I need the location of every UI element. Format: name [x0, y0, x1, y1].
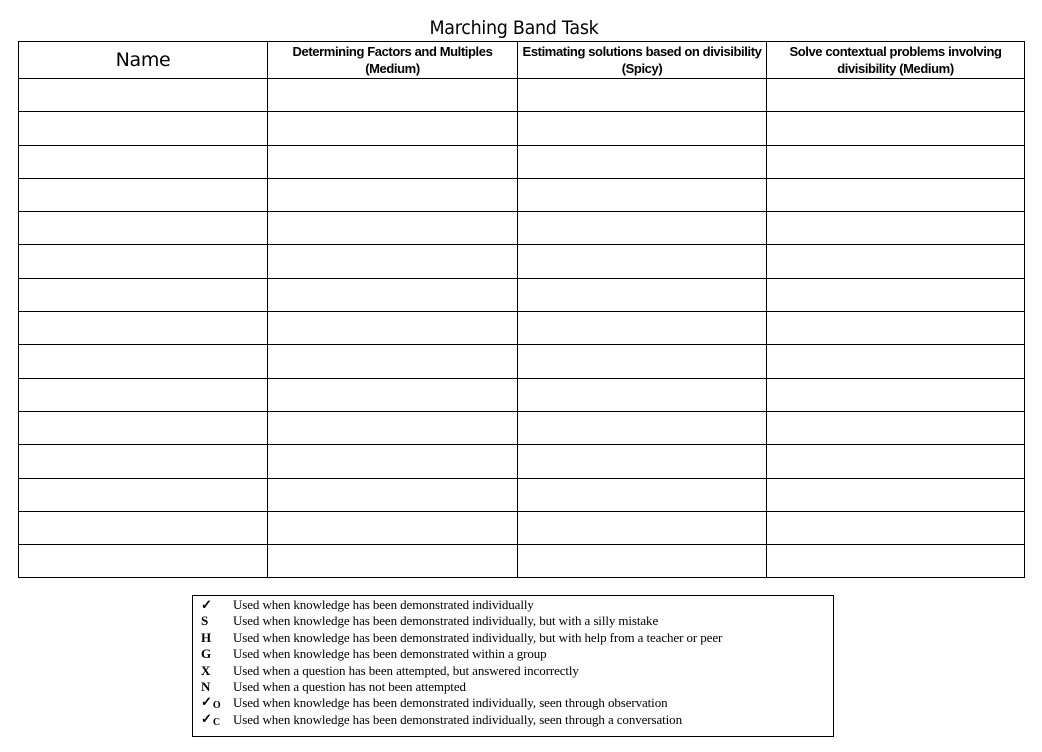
table-cell[interactable] [518, 178, 767, 211]
table-cell[interactable] [19, 145, 268, 178]
table-cell[interactable] [518, 378, 767, 411]
legend-code [193, 663, 233, 679]
table-row [19, 245, 1025, 278]
legend-description: Used when knowledge has been demonstrated individually, seen through observation [233, 695, 668, 711]
table-cell[interactable] [518, 145, 767, 178]
legend-code-symbol: ✓ [201, 694, 212, 710]
table-cell[interactable] [19, 245, 268, 278]
table-header-row [19, 42, 1025, 79]
legend-code-symbol: N [201, 678, 211, 694]
table-cell[interactable] [518, 312, 767, 345]
table-cell[interactable] [19, 112, 268, 145]
table-cell[interactable] [19, 511, 268, 544]
legend-code-symbol: G [201, 646, 212, 662]
legend-item [193, 679, 833, 695]
table-cell[interactable] [268, 178, 518, 211]
table-row [19, 278, 1025, 311]
legend-item [193, 646, 833, 662]
table-cell[interactable] [19, 178, 268, 211]
table-cell[interactable] [767, 112, 1025, 145]
table-cell[interactable] [767, 445, 1025, 478]
legend-code-subscript: C [212, 716, 221, 728]
table-cell[interactable] [767, 478, 1025, 511]
legend-code [193, 679, 233, 695]
table-cell[interactable] [518, 278, 767, 311]
legend-item [193, 712, 833, 728]
legend-code-subscript: O [212, 700, 221, 712]
table-row [19, 112, 1025, 145]
table-cell[interactable] [767, 278, 1025, 311]
table-cell[interactable] [268, 511, 518, 544]
table-cell[interactable] [19, 345, 268, 378]
legend-item [193, 663, 833, 679]
table-cell[interactable] [268, 245, 518, 278]
table-cell[interactable] [518, 478, 767, 511]
table-row [19, 378, 1025, 411]
table-cell[interactable] [268, 345, 518, 378]
page-title: Marching Band Task [429, 17, 599, 39]
checkmark-icon [193, 711, 233, 729]
checkmark-icon [193, 597, 233, 613]
legend-description: Used when knowledge has been demonstrated individually, but with a silly mistake [233, 613, 659, 629]
table-row [19, 178, 1025, 211]
legend-description: Used when a question has been attempted, but answered incorrectly [233, 662, 579, 678]
table-cell[interactable] [19, 545, 268, 578]
table-cell[interactable] [268, 212, 518, 245]
table-cell[interactable] [767, 545, 1025, 578]
table-cell[interactable] [268, 312, 518, 345]
table-cell[interactable] [767, 411, 1025, 444]
table-row [19, 79, 1025, 112]
table-cell[interactable] [767, 312, 1025, 345]
table-cell[interactable] [767, 245, 1025, 278]
table-cell[interactable] [19, 278, 268, 311]
table-cell[interactable] [19, 312, 268, 345]
table-row [19, 345, 1025, 378]
table-cell[interactable] [518, 245, 767, 278]
table-cell[interactable] [767, 511, 1025, 544]
legend-code [193, 630, 233, 646]
table-cell[interactable] [767, 178, 1025, 211]
table-cell[interactable] [268, 378, 518, 411]
legend-code-symbol: X [201, 662, 211, 678]
table-cell[interactable] [767, 79, 1025, 112]
table-cell[interactable] [767, 345, 1025, 378]
legend-item [193, 597, 833, 613]
table-cell[interactable] [518, 511, 767, 544]
table-cell[interactable] [518, 345, 767, 378]
table-cell[interactable] [518, 79, 767, 112]
table-cell[interactable] [767, 145, 1025, 178]
table-cell[interactable] [518, 212, 767, 245]
table-row [19, 312, 1025, 345]
table-cell[interactable] [518, 112, 767, 145]
table-row [19, 511, 1025, 544]
table-cell[interactable] [19, 79, 268, 112]
table-cell[interactable] [268, 478, 518, 511]
table-row [19, 145, 1025, 178]
table-cell[interactable] [268, 445, 518, 478]
table-cell[interactable] [268, 545, 518, 578]
table-row [19, 478, 1025, 511]
table-row [19, 445, 1025, 478]
table-row [19, 545, 1025, 578]
legend-item [193, 613, 833, 629]
table-cell[interactable] [19, 411, 268, 444]
legend-description: Used when a question has not been attempted [233, 678, 466, 694]
table-cell[interactable] [268, 145, 518, 178]
table-cell[interactable] [268, 112, 518, 145]
legend-code-symbol: ✓ [201, 597, 212, 612]
column-header-name: Name [19, 42, 268, 79]
column-header-estimating-divisibility: Estimating solutions based on divisibility (Spicy) [518, 42, 767, 79]
legend-code [193, 646, 233, 662]
table-cell[interactable] [518, 545, 767, 578]
legend-code-symbol: H [201, 629, 212, 645]
legend-item [193, 695, 833, 711]
table-cell[interactable] [518, 411, 767, 444]
table-cell[interactable] [19, 212, 268, 245]
column-header-contextual-problems: Solve contextual problems involving divisibility (Medium) [767, 42, 1025, 79]
table-cell[interactable] [19, 478, 268, 511]
table-cell[interactable] [268, 278, 518, 311]
table-cell[interactable] [19, 378, 268, 411]
table-cell[interactable] [767, 212, 1025, 245]
table-row [19, 212, 1025, 245]
legend-description: Used when knowledge has been demonstrated individually [233, 597, 534, 612]
table-cell[interactable] [518, 445, 767, 478]
legend-item [193, 630, 833, 646]
table-body [19, 79, 1025, 578]
assessment-table [18, 41, 1025, 578]
legend-code-symbol: ✓ [201, 710, 212, 726]
legend-description: Used when knowledge has been demonstrated individually, seen through a conversation [233, 711, 682, 727]
legend-box [192, 595, 834, 737]
table-row [19, 411, 1025, 444]
table-cell[interactable] [19, 445, 268, 478]
table-cell[interactable] [268, 411, 518, 444]
legend-description: Used when knowledge has been demonstrated within a group [233, 646, 547, 662]
column-header-factors-multiples: Determining Factors and Multiples (Medium) [268, 42, 518, 79]
legend-code [193, 613, 233, 629]
table-cell[interactable] [268, 79, 518, 112]
legend-description: Used when knowledge has been demonstrated individually, but with help from a teacher or peer [233, 629, 723, 645]
table-cell[interactable] [767, 378, 1025, 411]
legend-code-symbol: S [201, 613, 209, 629]
